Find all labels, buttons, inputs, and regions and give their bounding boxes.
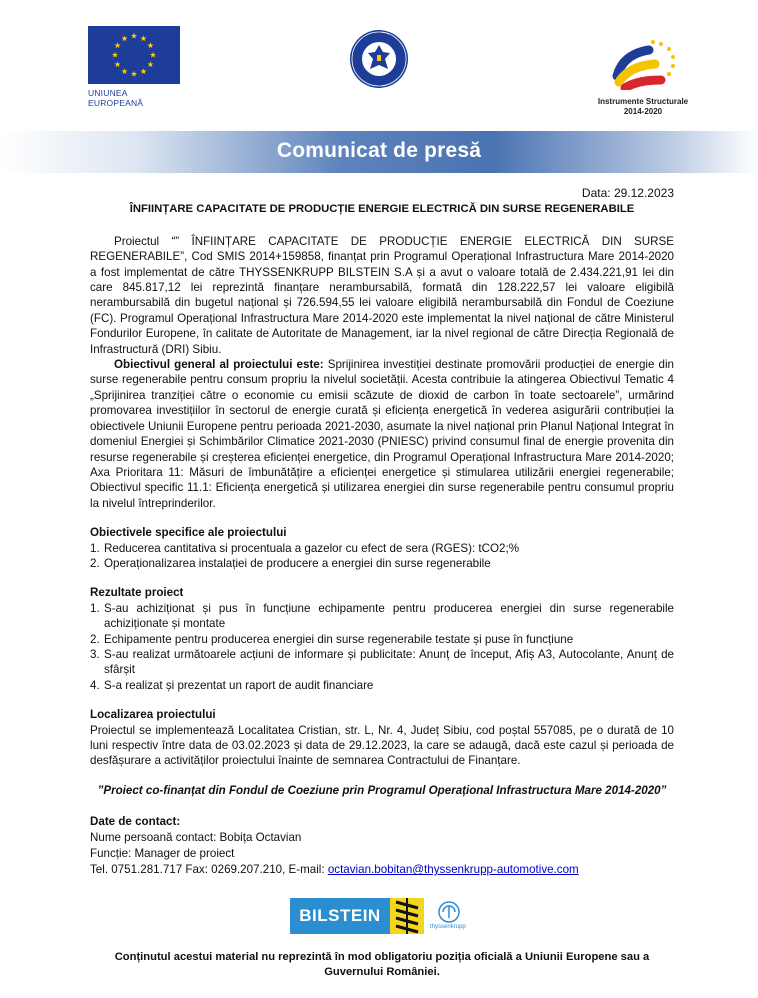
contact-heading: Date de contact: (90, 815, 181, 829)
list-item-number: 2. (90, 632, 100, 646)
is-label-line2: 2014-2020 (623, 107, 663, 116)
is-label-line1: Instrumente Structurale (597, 97, 689, 106)
list-item-text: Operaționalizarea instalației de producere a energiei din surse regenerabile (104, 556, 491, 570)
header-logos (0, 0, 758, 130)
location-heading-text: Localizarea proiectului (90, 708, 216, 722)
list-item (90, 678, 674, 693)
objective-paragraph (90, 357, 674, 511)
intro-paragraph: Proiectul “” ÎNFIINȚARE CAPACITATE DE PRODUCȚIE ENERGIE ELECTRICĂ DIN SURSE REGENERABILE”, Cod SMIS 2014+159858, finanțat prin Programul Operațional Infrastructura Mare 2014-2020 a fost implementat de către THYSSENKRUPP BILSTEIN S.A și a avut o valoare totală de 2.434.221,91 lei din care 845.817,12 lei reprezintă finanțare nerambursabilă, formată din 128.222,57 lei valoare eligibilă nerambursabilă din bugetul național și 726.594,55 lei valoare eligibilă nerambursabilă din Fondul de Coeziune (FC). Programul Operațional Infrastructura Mare 2014-2020 este implementat la nivel național de către Ministerul Fondurilor Europene, în calitate de Autoritate de Management, iar la nivel regional de către Direcția Regională de Infrastructură (DRI) Sibiu. (90, 234, 674, 356)
eu-label: UNIUNEA EUROPEANĂ (88, 88, 144, 108)
list-item-number: 2. (90, 556, 100, 570)
location-heading (90, 707, 674, 722)
list-item-number: 3. (90, 647, 100, 661)
eu-flag-icon (88, 26, 180, 84)
eu-star-icon (150, 52, 156, 58)
list-item (90, 647, 674, 678)
results-list (90, 601, 674, 693)
location-paragraph: Proiectul se implementează Localitatea Cristian, str. L, Nr. 4, Județ Sibiu, cod poștal 557085, pe o durată de 10 luni respectiv între data de 03.02.2023 și data de 29.12.2023, la care se adaugă, dacă este cazul și perioada de desfășurare a activităților proiectului înainte de semnarea Contractului de Finanțare. (90, 723, 674, 768)
eu-star-icon (140, 68, 146, 74)
list-item (90, 541, 674, 556)
instrumente-structurale-icon (603, 36, 683, 90)
eu-star-icon (121, 68, 127, 74)
eu-star-icon (115, 61, 121, 67)
eu-star-icon (115, 42, 121, 48)
eu-logo (88, 26, 184, 108)
bilstein-label: BILSTEIN (290, 898, 390, 934)
banner-title: Comunicat de presă (276, 139, 482, 162)
list-item (90, 632, 674, 647)
list-item-text: S-a realizat și prezentat un raport de audit financiare (104, 678, 374, 692)
list-item-text: S-au realizat următoarele acțiuni de informare și publicitate: Anunț de început, Afiș A3, Autocolante, Anunț de sfârșit (104, 647, 674, 677)
results-heading-text: Rezultate proiect (90, 586, 184, 600)
list-item-text: Echipamente pentru producerea energiei din surse regenerabile testate și puse în funcțiune (104, 632, 574, 646)
romanian-government-seal-icon (348, 28, 410, 90)
contact-block (90, 814, 674, 878)
list-item-text: Reducerea cantitativa si procentuala a gazelor cu efect de sera (RGES): tCO2;% (104, 541, 520, 555)
document-body (90, 186, 674, 878)
results-heading (90, 585, 674, 600)
contact-person: Nume persoană contact: Bobița Octavian (90, 831, 302, 845)
document-title: ÎNFIINȚARE CAPACITATE DE PRODUCȚIE ENERGIE ELECTRICĂ DIN SURSE REGENERABILE (129, 203, 635, 216)
contact-phone: Tel. 0751.281.717 Fax: 0269.207.210, E-mail: (90, 863, 328, 877)
press-release-banner (0, 131, 758, 173)
eu-star-icon (131, 71, 137, 77)
eu-star-icon (147, 42, 153, 48)
list-item-text: S-au achiziționat și pus în funcțiune echipamente pentru producerea energiei din surse regenerabile achiziționate și montate (104, 601, 674, 631)
list-item-number: 1. (90, 601, 100, 615)
disclaimer: Conținutul acestui material nu reprezintă în mod obligatoriu poziția oficială a Uniunii Europene sau a Guvernului României. (114, 951, 650, 978)
eu-star-icon (147, 61, 153, 67)
contact-email-link[interactable]: octavian.bobitan@thyssenkrupp-automotive.com (327, 863, 579, 877)
list-item (90, 556, 674, 571)
eu-star-icon (121, 35, 127, 41)
objective-label: Obiectivul general al proiectului este: (114, 358, 324, 372)
eu-star-icon (131, 33, 137, 39)
contact-phone-line (90, 862, 674, 878)
instrumente-structurale-logo (588, 36, 698, 117)
bilstein-spring-icon (390, 898, 424, 934)
contact-role: Funcție: Manager de proiect (90, 847, 235, 861)
list-item-number: 1. (90, 541, 100, 555)
specific-objectives-heading (90, 525, 674, 540)
cofinanced-statement: ”Proiect co-finanțat din Fondul de Coeziune prin Programul Operațional Infrastructura Mare 2014-2020” (97, 783, 667, 797)
list-item (90, 601, 674, 632)
specific-objectives-list (90, 541, 674, 572)
bilstein-thyssenkrupp-logo (290, 896, 480, 938)
specific-objectives-heading-text: Obiectivele specifice ale proiectului (90, 526, 287, 540)
instrumente-structurale-label (588, 97, 698, 117)
eu-star-icon (112, 52, 118, 58)
list-item-number: 4. (90, 678, 100, 692)
objective-text: Sprijinirea investiției destinate promovării producției de energie din surse regenerabile pentru consum propriu la nivelul societății. Acesta contribuie la atingerea Obiectivul Tematic 4 „Sprijinirea tranziției către o economie cu emisii scăzute de dioxid de carbon în toate sectoarele”, urmărind promovarea investițiilor în sectorul de energie curată și eficiența energetică în vederea asigurării contribuției la obiectivele Uniunii Europene pentru perioada 2021-2030, asumate la nivel național prin Planul Național Integrat în domeniul Energiei și Schimbărilor Climatice 2021-2030 (PNIESC) privind consumul final de energie provenita din resurse regenerabile și creșterea eficienței energetice, din Programul Operațional Infrastructura Mare 2014-2020; Axa Prioritara 11: Măsuri de îmbunătățire a eficienței energetice și stimularea utilizării energiei regenerabile; Obiectivul specific 11.1: Eficiența energetică și utilizarea energiei din surse regenerabile pentru consumul propriu la nivelul întreprinderilor. (90, 358, 674, 510)
eu-star-icon (140, 35, 146, 41)
document-date: Data: 29.12.2023 (581, 186, 674, 200)
thyssenkrupp-label: thyssenkrupp (430, 924, 466, 930)
